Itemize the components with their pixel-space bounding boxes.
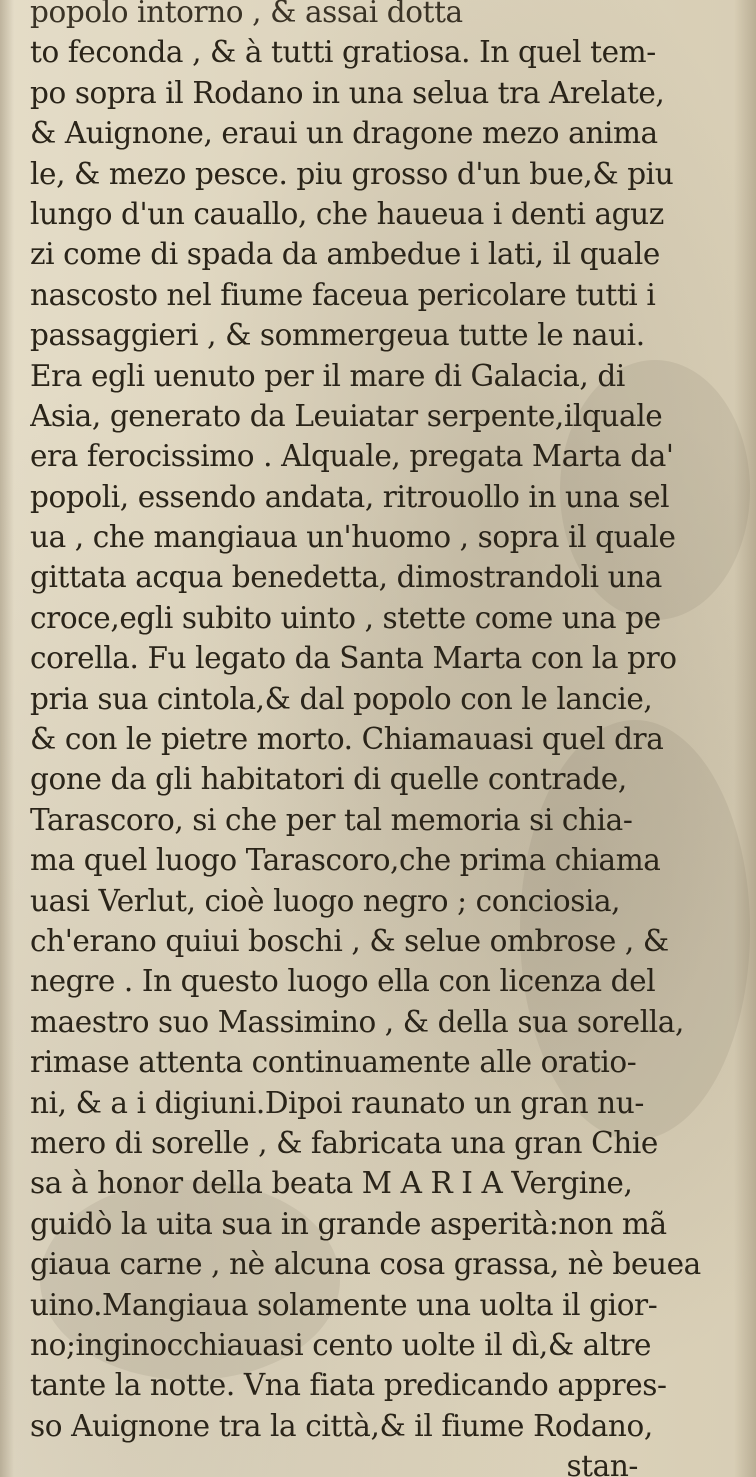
page-gutter-shadow	[0, 0, 14, 1477]
text-line: no;inginocchiauasi cento uolte il dì,& altre	[30, 1327, 652, 1362]
text-line: uino.Mangiaua solamente una uolta il gior-	[30, 1287, 658, 1322]
text-line: sa à honor della beata M A R I A Vergine,	[30, 1166, 633, 1201]
text-line: zi come di spada da ambedue i lati, il quale	[30, 237, 660, 272]
text-line: lungo d'un cauallo, che haueua i denti aguz	[30, 196, 664, 231]
text-line: pria sua cintola,& dal popolo con le lancie,	[30, 681, 653, 716]
text-line: tante la notte. Vna fiata predicando appres-	[30, 1368, 667, 1403]
text-line: gittata acqua benedetta, dimostrandoli una	[30, 560, 662, 595]
text-line: Era egli uenuto per il mare di Galacia, di	[30, 358, 625, 393]
text-line: ma quel luogo Tarascoro,che prima chiama	[30, 843, 661, 878]
text-line: & con le pietre morto. Chiamauasi quel dra	[30, 722, 664, 757]
text-line: guidò la uita sua in grande asperità:non mã	[30, 1206, 667, 1241]
text-line: Tarascoro, si che per tal memoria si chia-	[30, 802, 633, 837]
text-line: mero di sorelle , & fabricata una gran Chie	[30, 1125, 658, 1160]
catchword: stan-	[566, 1449, 638, 1477]
text-line: ni, & a i digiuni.Dipoi raunato un gran nu-	[30, 1085, 644, 1120]
text-line: uasi Verlut, cioè luogo negro ; conciosia,	[30, 883, 621, 918]
text-line: croce,egli subito uinto , stette come una pe	[30, 600, 661, 635]
text-line: ua , che mangiaua un'huomo , sopra il quale	[30, 520, 676, 555]
text-line: so Auignone tra la città,& il fiume Rodano,	[30, 1408, 653, 1443]
text-line: giaua carne , nè alcuna cosa grassa, nè beuea	[30, 1247, 701, 1282]
text-line: negre . In questo luogo ella con licenza del	[30, 964, 656, 999]
text-line: & Auignone, eraui un dragone mezo anima	[30, 116, 658, 151]
text-line: Asia, generato da Leuiatar serpente,ilquale	[30, 398, 663, 433]
text-line: po sopra il Rodano in una selua tra Arelate,	[30, 75, 665, 110]
text-line: maestro suo Massimino , & della sua sorella,	[30, 1004, 684, 1039]
text-column	[30, 0, 720, 1477]
text-line: le, & mezo pesce. piu grosso d'un bue,& piu	[30, 156, 674, 191]
text-line: popoli, essendo andata, ritrouollo in una sel	[30, 479, 670, 514]
page-edge-shadow	[734, 0, 756, 1477]
text-line: corella. Fu legato da Santa Marta con la pro	[30, 641, 677, 676]
text-line: gone da gli habitatori di quelle contrade,	[30, 762, 627, 797]
text-line: popolo intorno , & assai dotta	[30, 0, 463, 29]
text-line: rimase attenta continuamente alle oratio-	[30, 1045, 637, 1080]
text-line: era ferocissimo . Alquale, pregata Marta da'	[30, 439, 674, 474]
text-line: nascosto nel fiume faceua pericolare tutti i	[30, 277, 656, 312]
text-line: ch'erano quiui boschi , & selue ombrose , &	[30, 923, 669, 958]
text-line: passaggieri , & sommergeua tutte le naui.	[30, 318, 645, 353]
text-line: to feconda , & à tutti gratiosa. In quel tem-	[30, 35, 656, 70]
